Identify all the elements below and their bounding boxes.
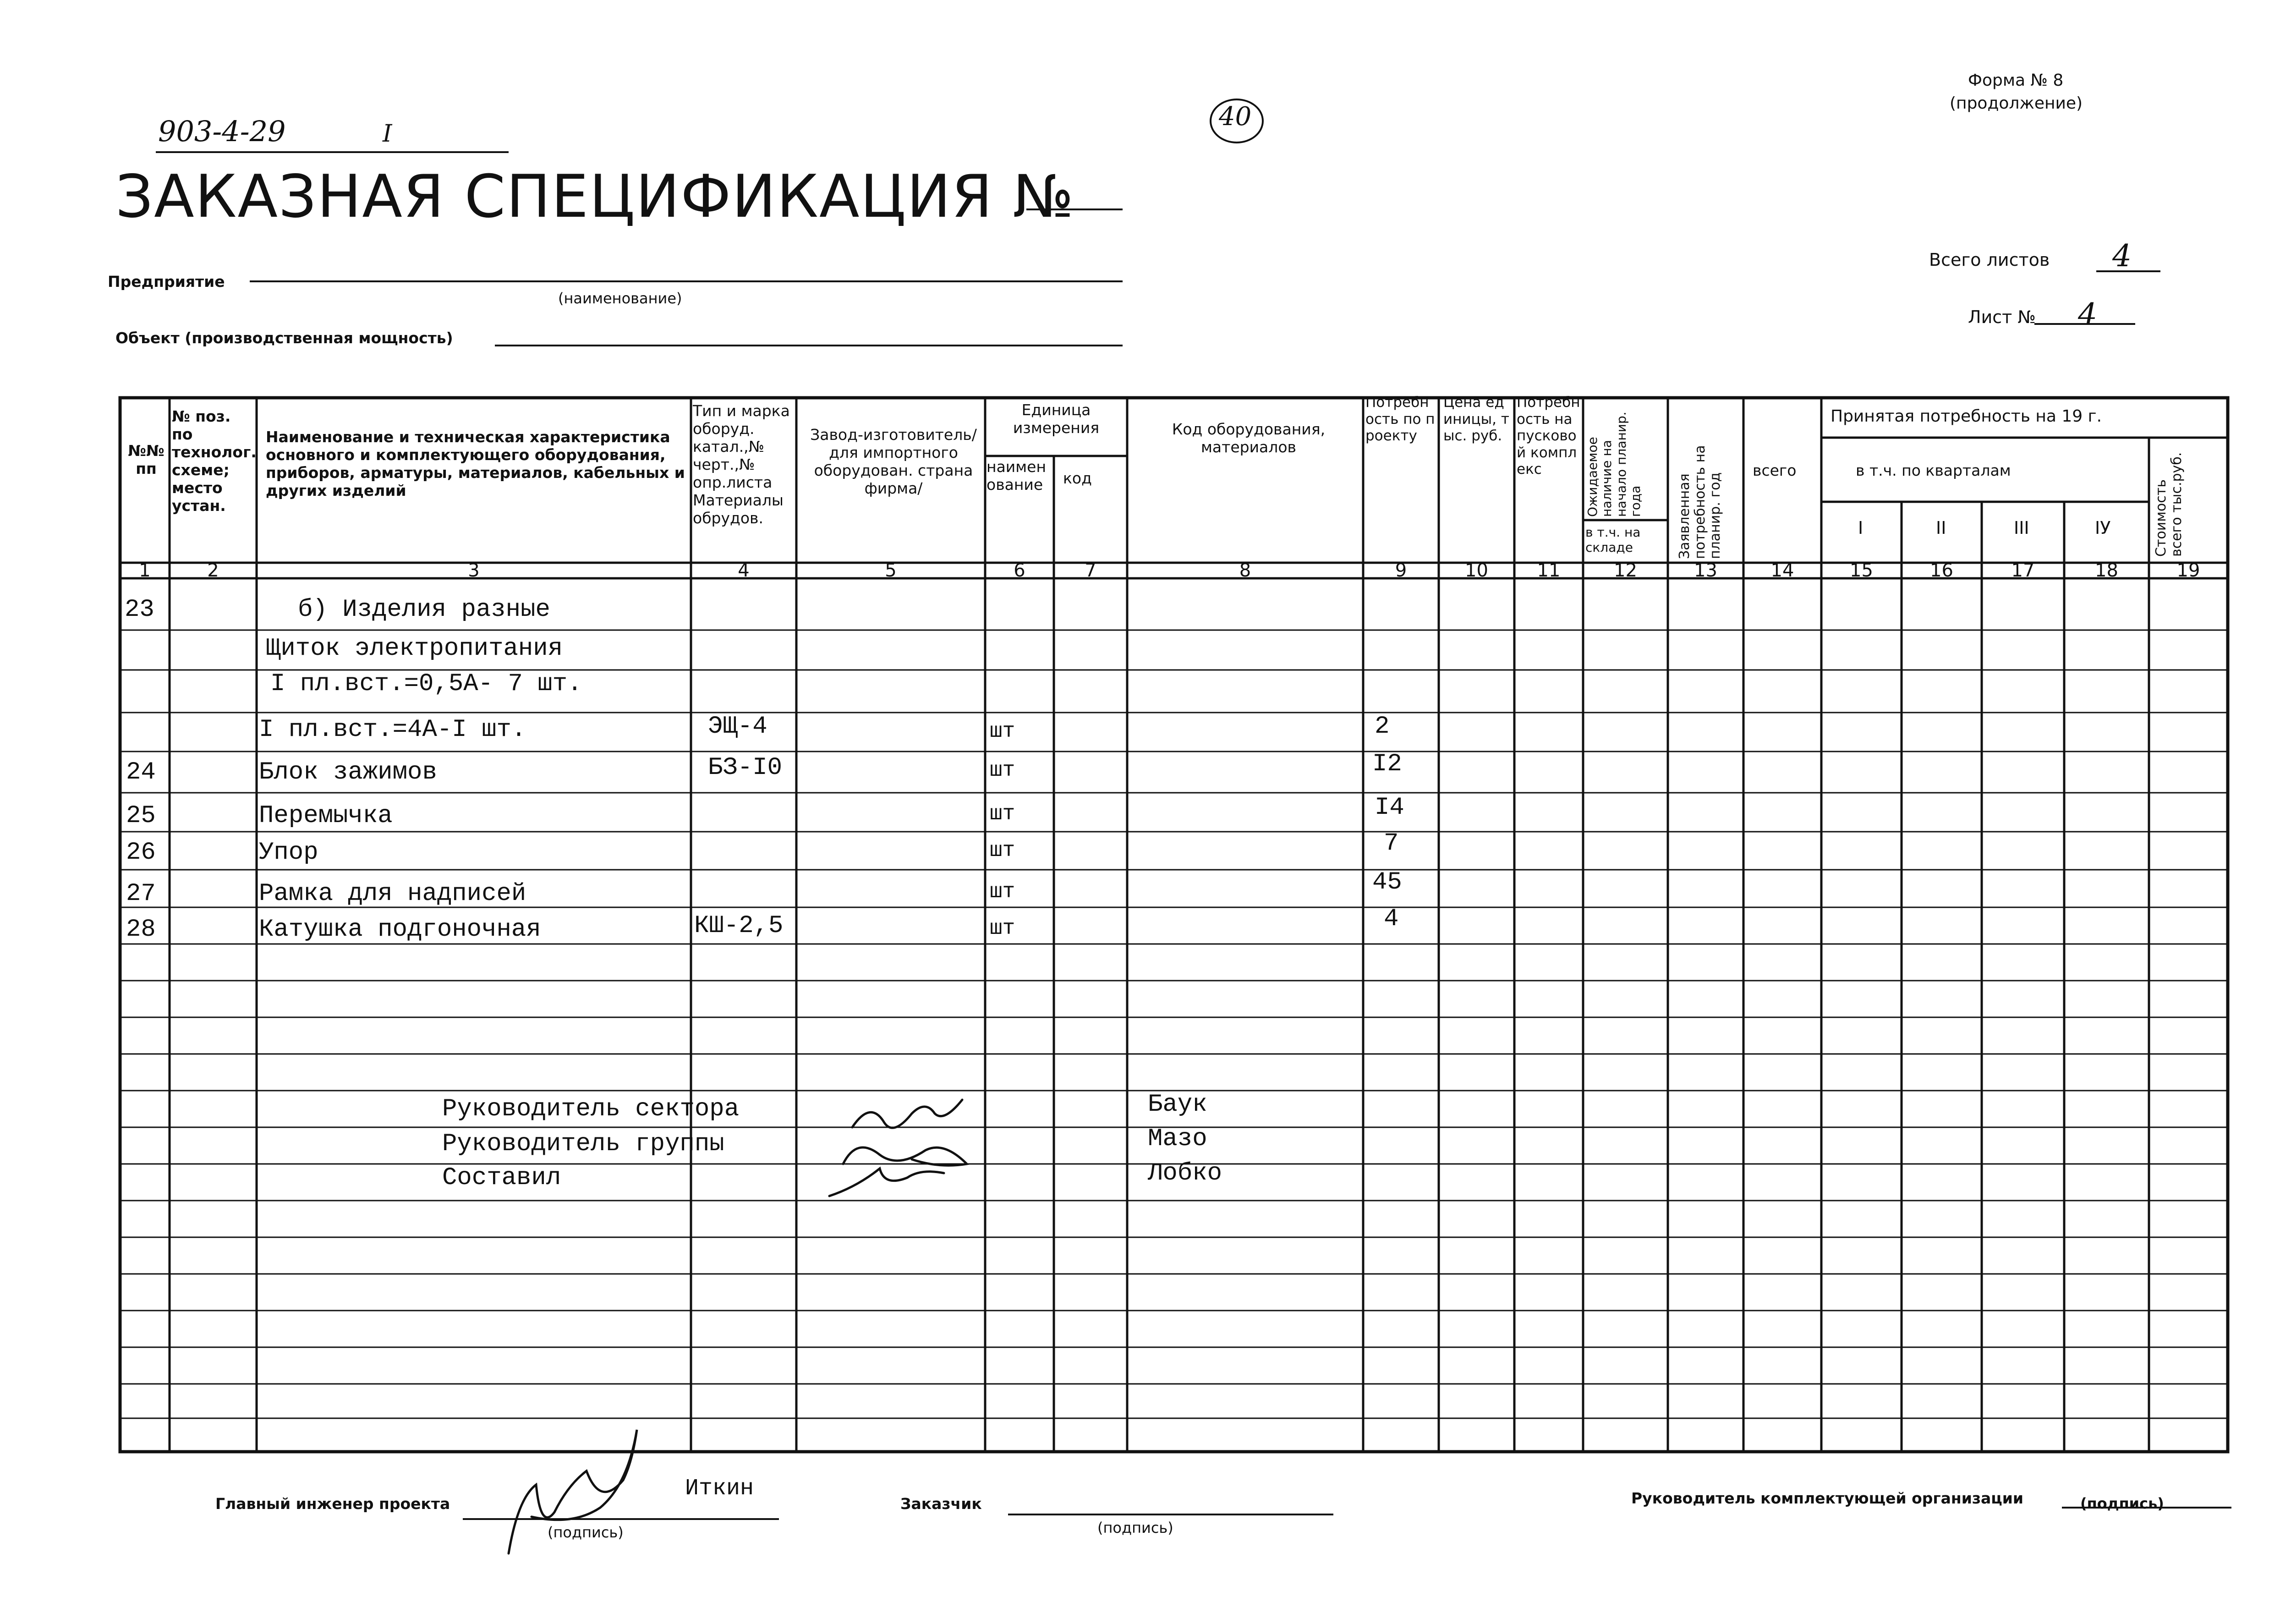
signature-name: Лобко <box>1148 1159 1222 1187</box>
org-head-signature-caption: (подпись) <box>2080 1495 2164 1512</box>
signature-role: Руководитель сектора <box>442 1095 740 1123</box>
col12-header: Ожидаемое наличие на начало планир. года <box>1585 411 1644 517</box>
object-line <box>495 345 1123 346</box>
total-sheets-label: Всего листов <box>1929 250 2050 270</box>
col-number: 9 <box>1395 560 1407 581</box>
signature-role: Составил <box>442 1164 561 1192</box>
col19-header: Стоимость всего тыс.руб. <box>2153 452 2185 557</box>
row-type: ЭЩ-4 <box>708 713 767 741</box>
col-number: 19 <box>2176 560 2200 581</box>
row-name: I пл.вст.=4А-I шт. <box>259 716 526 744</box>
row-qty: 4 <box>1384 905 1399 933</box>
col4-header: Тип и марка оборуд. катал.,№ черт.,№ опр.листа Материалы обрудов. <box>693 402 790 527</box>
col-number: 6 <box>1014 560 1025 581</box>
row-name: Перемычка <box>259 802 393 830</box>
signature-role: Руководитель группы <box>442 1130 724 1158</box>
enterprise-line <box>250 280 1123 282</box>
col-number: 10 <box>1465 560 1488 581</box>
q4-header: IУ <box>2095 518 2111 538</box>
col5-header: Завод-изготовитель/для импортного оборудован. страна фирма/ <box>810 426 977 497</box>
org-head-label: Руководитель комплектующей организации <box>1631 1489 2023 1507</box>
row-qty: 7 <box>1384 829 1399 857</box>
col-number: 2 <box>207 560 219 581</box>
col-number: 5 <box>885 560 897 581</box>
accepted-header: Принятая потребность на 19 г. <box>1831 407 2102 426</box>
row-number: 25 <box>126 802 156 830</box>
col7-header: код <box>1063 469 1092 487</box>
customer-label: Заказчик <box>900 1495 982 1513</box>
col1-header: №№ пп <box>128 442 164 477</box>
row-unit: шт <box>990 802 1015 826</box>
col12b-header: в т.ч. на складе <box>1585 525 1641 555</box>
total-sheets-line <box>2096 270 2160 272</box>
row-number: 26 <box>126 839 156 867</box>
col-number: 18 <box>2095 560 2118 581</box>
row-number: 27 <box>126 880 156 908</box>
col-number: 7 <box>1085 560 1096 581</box>
col-number: 8 <box>1239 560 1251 581</box>
row-unit: шт <box>990 758 1015 782</box>
row-unit: шт <box>990 839 1015 862</box>
signature-name: Мазо <box>1148 1125 1207 1153</box>
form-label: Форма № 8 <box>1968 71 2064 90</box>
row-name: Упор <box>259 839 318 867</box>
col-number: 3 <box>468 560 480 581</box>
row-type: КШ-2,5 <box>694 912 784 940</box>
col6-7-header: Единица измерения <box>1013 401 1100 437</box>
doc-code-underline <box>156 151 509 153</box>
row-unit: шт <box>990 880 1015 904</box>
object-label: Объект (производственная мощность) <box>115 329 453 347</box>
row-name: I пл.вст.=0,5А- 7 шт. <box>270 670 582 698</box>
row-qty: I2 <box>1372 750 1402 778</box>
row-name: Блок зажимов <box>259 758 437 786</box>
col3-header: Наименование и техническая характеристика основного и комплектующего оборудования, приборов, арматуры, материалов, кабельных и других изделий <box>266 428 685 499</box>
row-type: БЗ-I0 <box>708 754 783 782</box>
total-sheets-value: 4 <box>2112 238 2132 274</box>
doc-code-suffix: I <box>383 120 392 148</box>
col6-header: наименование <box>987 458 1047 494</box>
spec-number-line <box>1026 208 1123 210</box>
col9-header: Потребность по проекту <box>1365 394 1435 444</box>
name-caption: (наименование) <box>558 290 682 307</box>
row-number: 24 <box>126 758 156 786</box>
col-number: 16 <box>1930 560 1953 581</box>
col8-header: Код оборудования, материалов <box>1172 420 1326 456</box>
col-number: 13 <box>1694 560 1717 581</box>
sheet-line <box>2034 323 2135 325</box>
row-unit: шт <box>990 719 1015 743</box>
row-unit: шт <box>990 916 1015 940</box>
form-continuation: (продолжение) <box>1950 94 2083 113</box>
col13-header: Заявленная потребность на планир. год <box>1677 445 1724 559</box>
col11-header: Потребность на пусковой комплекс <box>1517 394 1580 478</box>
chief-signature-caption: (подпись) <box>548 1524 624 1541</box>
chief-engineer-label: Главный инженер проекта <box>215 1495 450 1513</box>
page-number-mark: 40 <box>1219 102 1252 132</box>
row-name: Катушка подгоночная <box>259 916 541 944</box>
quarters-caption: в т.ч. по кварталам <box>1856 461 2011 479</box>
row-number: 23 <box>125 596 154 624</box>
row-qty: I4 <box>1375 794 1404 822</box>
q3-header: III <box>2014 518 2029 538</box>
q1-header: I <box>1858 518 1863 538</box>
page-title: ЗАКАЗНАЯ СПЕЦИФИКАЦИЯ № <box>115 163 1075 231</box>
col-number: 1 <box>139 560 151 581</box>
col-number: 15 <box>1850 560 1873 581</box>
enterprise-label: Предприятие <box>108 273 225 291</box>
q2-header: II <box>1936 518 1946 538</box>
chief-engineer-name: Иткин <box>685 1476 754 1502</box>
col14-header: всего <box>1753 461 1797 479</box>
row-name: б) Изделия разные <box>298 596 550 624</box>
doc-code: 903-4-29 <box>158 115 286 148</box>
col-number: 11 <box>1537 560 1561 581</box>
row-name: Рамка для надписей <box>259 880 526 908</box>
sheet-label: Лист № <box>1968 307 2036 327</box>
col10-header: Цена единицы, тыс. руб. <box>1443 394 1509 444</box>
customer-signature-caption: (подпись) <box>1097 1519 1173 1536</box>
col-number: 12 <box>1614 560 1637 581</box>
row-qty: 2 <box>1375 713 1390 741</box>
sheet-value: 4 <box>2078 297 2097 332</box>
row-qty: 45 <box>1372 868 1402 896</box>
col2-header: № поз. по технолог. схеме; место устан. <box>172 407 257 515</box>
row-name: Щиток электропитания <box>266 635 563 663</box>
row-number: 28 <box>126 916 156 944</box>
col-number: 14 <box>1770 560 1794 581</box>
col-number: 17 <box>2011 560 2035 581</box>
signature-name: Баук <box>1148 1091 1207 1119</box>
col-number: 4 <box>738 560 750 581</box>
